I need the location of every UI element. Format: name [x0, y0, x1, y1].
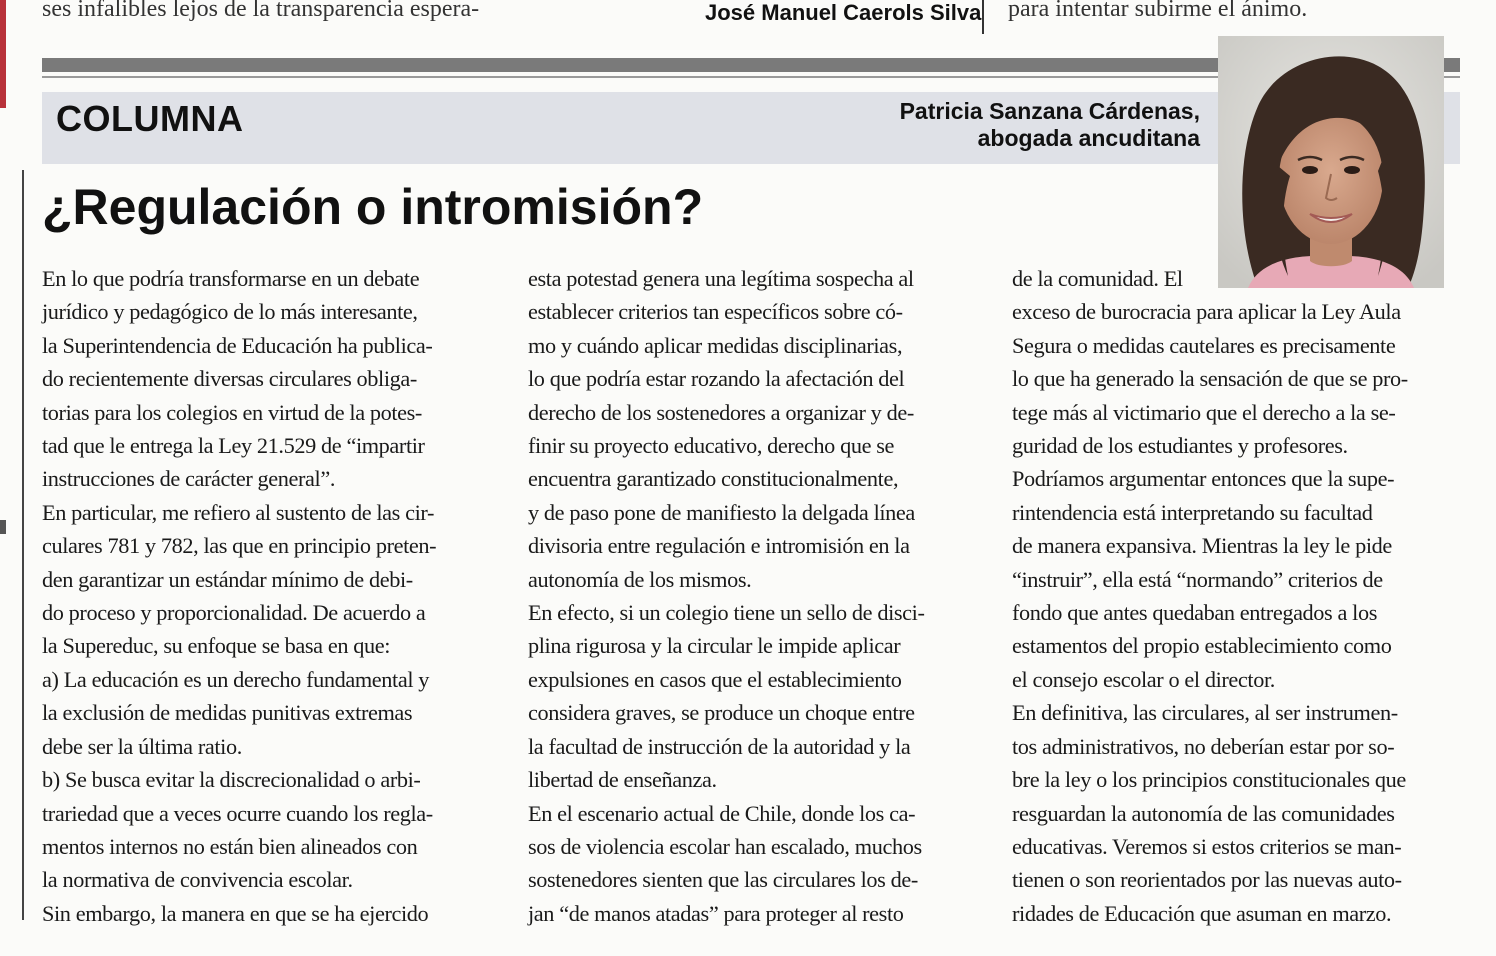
- article-line: Podríamos argumentar entonces que la supe-: [1012, 466, 1395, 492]
- article-column-3: [1012, 262, 1464, 930]
- section-label: COLUMNA: [56, 98, 244, 139]
- article-line: bre la ley o los principios constitucionales que: [1012, 767, 1406, 793]
- article-line: den garantizar un estándar mínimo de debi-: [42, 566, 413, 592]
- article-line: de la comunidad. El: [1012, 266, 1183, 291]
- article-line: a) La educación es un derecho fundamental y: [42, 666, 430, 692]
- article-line: rintendencia está interpretando su facultad: [1012, 499, 1373, 525]
- author-name: Patricia Sanzana Cárdenas,: [899, 98, 1200, 124]
- article-line: Segura o medidas cautelares es precisamente: [1012, 332, 1396, 358]
- article-line: autonomía de los mismos.: [528, 566, 752, 592]
- article-line: culares 781 y 782, las que en principio preten-: [42, 533, 437, 559]
- article-line: la normativa de convivencia escolar.: [42, 867, 353, 893]
- article-column-2: [528, 262, 990, 930]
- column-divider-left: [22, 170, 24, 920]
- article-line: En efecto, si un colegio tiene un sello de disci-: [528, 600, 925, 626]
- article-line: y de paso pone de manifiesto la delgada línea: [528, 499, 915, 525]
- article-line: torias para los colegios en virtud de la potes-: [42, 399, 422, 425]
- article-line: lo que ha generado la sensación de que se pro-: [1012, 366, 1408, 392]
- article-line: tege más al victimario que el derecho a la se-: [1012, 399, 1396, 425]
- article-line: do proceso y proporcionalidad. De acuerdo a: [42, 600, 426, 626]
- article-line: instrucciones de carácter general”.: [42, 466, 336, 492]
- article-line: la facultad de instrucción de la autoridad y la: [528, 733, 911, 759]
- article-line: mentos internos no están bien alineados con: [42, 833, 418, 859]
- article-line: ridades de Educación que asuman en marzo.: [1012, 900, 1392, 926]
- article-line: libertad de enseñanza.: [528, 767, 717, 793]
- article-line: trariedad que a veces ocurre cuando los regla-: [42, 800, 433, 826]
- headline: ¿Regulación o intromisión?: [42, 179, 704, 235]
- article-line: exceso de burocracia para aplicar la Ley Aula: [1012, 299, 1401, 325]
- author-portrait: [1218, 36, 1444, 288]
- prev-article-author: José Manuel Caerols Silva: [705, 0, 982, 25]
- article-line: lo que podría estar rozando la afectación del: [528, 366, 905, 392]
- article-line: En el escenario actual de Chile, donde los ca-: [528, 800, 916, 826]
- article-line: En lo que podría transformarse en un debate: [42, 266, 420, 291]
- article-line: tos administrativos, no deberían estar por so-: [1012, 733, 1395, 759]
- article-line: fondo que antes quedaban entregados a los: [1012, 600, 1377, 626]
- adjacent-article-snippet: para intentar subirme el ánimo.: [1008, 0, 1308, 22]
- article-line: educativas. Veremos si estos criterios se man-: [1012, 833, 1402, 859]
- author-byline: [900, 98, 1200, 152]
- article-line: Sin embargo, la manera en que se ha ejercido: [42, 900, 429, 926]
- edge-mark-small: [0, 520, 6, 534]
- article-line: jan “de manos atadas” para proteger al resto: [528, 900, 904, 926]
- article-line: esta potestad genera una legítima sospecha al: [528, 266, 914, 291]
- article-line: establecer criterios tan específicos sobre có-: [528, 299, 903, 325]
- article-line: la Supereduc, su enfoque se basa en que:: [42, 633, 391, 659]
- prev-article-snippet: ses infalibles lejos de la transparencia espera-: [42, 0, 480, 22]
- article-line: mo y cuándo aplicar medidas disciplinarias,: [528, 332, 903, 358]
- page-edge: [0, 0, 10, 956]
- top-divider: [982, 0, 984, 34]
- article-line: de manera expansiva. Mientras la ley le pide: [1012, 533, 1392, 559]
- article-line: “instruir”, ella está “normando” criterios de: [1012, 566, 1383, 592]
- article-line: sos de violencia escolar han escalado, muchos: [528, 833, 922, 859]
- article-column-1: [42, 262, 504, 930]
- article-line: la Superintendencia de Educación ha publica-: [42, 332, 433, 358]
- article-line: sostenedores sienten que las circulares los de-: [528, 867, 918, 893]
- article-line: divisoria entre regulación e intromisión en la: [528, 533, 910, 559]
- article-line: encuentra garantizado constitucionalmente,: [528, 466, 899, 492]
- edge-color-mark: [0, 0, 6, 108]
- article-line: resguardan la autonomía de las comunidades: [1012, 800, 1395, 826]
- article-line: considera graves, se produce un choque entre: [528, 700, 915, 726]
- article-line: la exclusión de medidas punitivas extremas: [42, 700, 413, 726]
- author-role: abogada ancuditana: [977, 125, 1200, 151]
- article-line: derecho de los sostenedores a organizar y de-: [528, 399, 914, 425]
- article-line: En particular, me refiero al sustento de las cir-: [42, 499, 434, 525]
- article-line: b) Se busca evitar la discrecionalidad o arbi-: [42, 767, 421, 793]
- article-line: expulsiones en casos que el establecimiento: [528, 666, 902, 692]
- article-line: tad que le entrega la Ley 21.529 de “impartir: [42, 433, 425, 459]
- article-line: estamentos del propio establecimiento como: [1012, 633, 1392, 659]
- article-line: debe ser la última ratio.: [42, 733, 242, 759]
- portrait-icon: [1218, 36, 1444, 288]
- article-line: tienen o son reorientados por las nuevas auto-: [1012, 867, 1402, 893]
- article-line: En definitiva, las circulares, al ser instrumen-: [1012, 700, 1398, 726]
- article-line: finir su proyecto educativo, derecho que se: [528, 433, 895, 459]
- article-line: el consejo escolar o el director.: [1012, 666, 1275, 692]
- article-line: do recientemente diversas circulares obliga-: [42, 366, 417, 392]
- article-line: jurídico y pedagógico de lo más interesante,: [42, 299, 418, 325]
- article-line: guridad de los estudiantes y profesores.: [1012, 433, 1348, 459]
- article-line: plina rigurosa y la circular le impide aplicar: [528, 633, 901, 659]
